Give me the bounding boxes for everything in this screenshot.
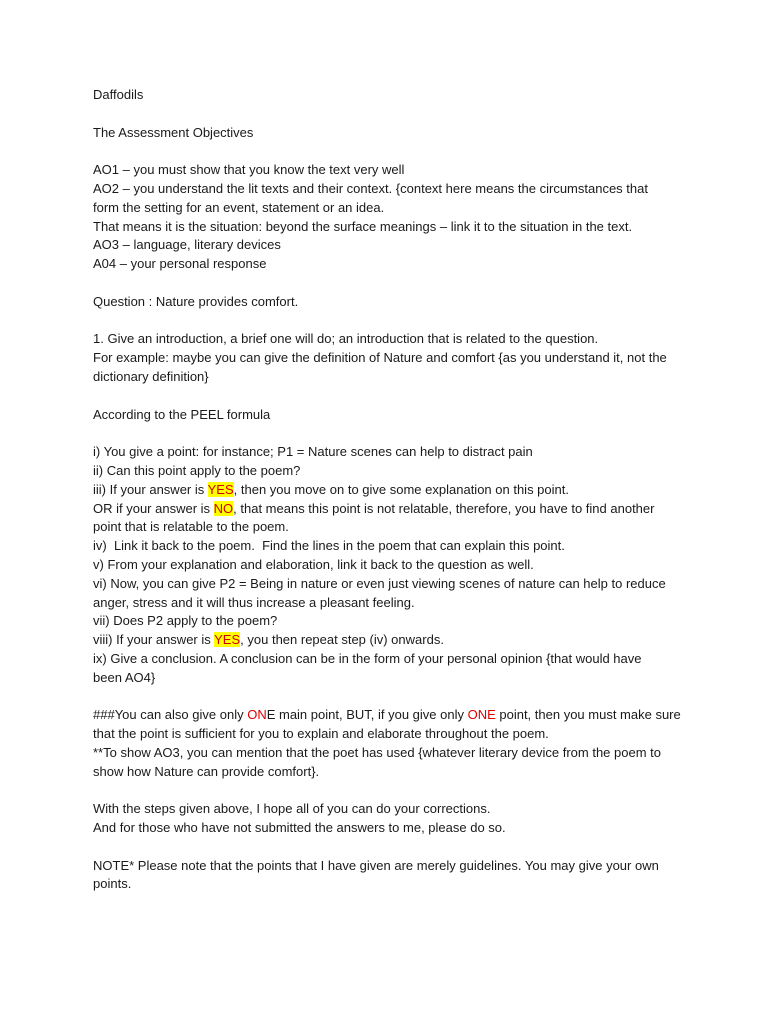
step-line: vi) Now, you can give P2 = Being in nature or even just viewing scenes of nature can help to reduce: [93, 575, 666, 591]
step-line: ix) Give a conclusion. A conclusion can be in the form of your personal opinion {that would have: [93, 650, 642, 666]
highlight-no: NO: [213, 500, 234, 516]
final-note-line: NOTE* Please note that the points that I have given are merely guidelines. You may give your own: [93, 857, 659, 873]
spacer: [93, 142, 693, 161]
spacer: [93, 838, 693, 857]
step-line: v) From your explanation and elaboration, link it back to the question as well.: [93, 556, 534, 572]
step-line: been AO4}: [93, 669, 156, 685]
note-text: point, then you must make sure: [495, 707, 681, 723]
step-line: i) You give a point: for instance; P1 = Nature scenes can help to distract pain: [93, 444, 533, 460]
ao1-line: AO1 – you must show that you know the text very well: [93, 162, 405, 178]
step-line: iv) Link it back to the poem. Find the lines in the poem that can explain this point.: [93, 538, 565, 554]
spacer: [93, 688, 693, 707]
note-text: E main point, BUT, if you give only: [266, 707, 468, 723]
step-text: , then you move on to give some explanation on this point.: [233, 481, 569, 497]
ao2-line: AO2 – you understand the lit texts and their context. {context here means the circumstances that: [93, 180, 648, 196]
ao2-line: That means it is the situation: beyond the surface meanings – link it to the situation in the text.: [93, 218, 633, 234]
question-line: Question : Nature provides comfort.: [93, 293, 299, 309]
red-text: ONE: [467, 707, 496, 723]
step-text: viii) If your answer is: [93, 632, 215, 648]
spacer: [93, 387, 693, 406]
step-line: [93, 481, 693, 500]
step-line: [93, 500, 693, 519]
intro-line: For example: maybe you can give the definition of Nature and comfort {as you understand it, not the: [93, 350, 667, 366]
step-line: ii) Can this point apply to the poem?: [93, 462, 301, 478]
step-line: anger, stress and it will thus increase a pleasant feeling.: [93, 594, 415, 610]
spacer: [93, 312, 693, 331]
intro-line: 1. Give an introduction, a brief one will do; an introduction that is related to the question.: [93, 331, 599, 347]
peel-heading: According to the PEEL formula: [93, 406, 271, 422]
ao4-line: A04 – your personal response: [93, 256, 267, 272]
step-line: point that is relatable to the poem.: [93, 519, 289, 535]
step-text: OR if your answer is: [93, 500, 214, 516]
step-text: iii) If your answer is: [93, 481, 208, 497]
closing-line: With the steps given above, I hope all of you can do your corrections.: [93, 801, 491, 817]
document-page: [93, 86, 693, 894]
intro-line: dictionary definition}: [93, 368, 209, 384]
ao2-line: form the setting for an event, statement or an idea.: [93, 199, 385, 215]
spacer: [93, 781, 693, 800]
section-heading: The Assessment Objectives: [93, 124, 254, 140]
closing-line: And for those who have not submitted the answers to me, please do so.: [93, 820, 506, 836]
ao3-line: AO3 – language, literary devices: [93, 237, 281, 253]
note-line: **To show AO3, you can mention that the poet has used {whatever literary device from the poem to: [93, 744, 661, 760]
note-line: [93, 706, 693, 725]
step-text: , that means this point is not relatable, therefore, you have to find another: [233, 500, 655, 516]
highlight-yes: YES: [214, 632, 241, 648]
spacer: [93, 105, 693, 124]
doc-title: Daffodils: [93, 87, 144, 102]
note-line: show how Nature can provide comfort}.: [93, 763, 320, 779]
highlight-yes: YES: [207, 481, 234, 497]
note-text: ###You can also give only: [93, 707, 248, 723]
red-text: ON: [247, 707, 267, 723]
note-line: that the point is sufficient for you to explain and elaborate throughout the poem.: [93, 726, 549, 742]
step-line: [93, 631, 693, 650]
final-note-line: points.: [93, 876, 132, 892]
step-text: , you then repeat step (iv) onwards.: [240, 632, 444, 648]
step-line: vii) Does P2 apply to the poem?: [93, 613, 278, 629]
spacer: [93, 424, 693, 443]
spacer: [93, 274, 693, 293]
